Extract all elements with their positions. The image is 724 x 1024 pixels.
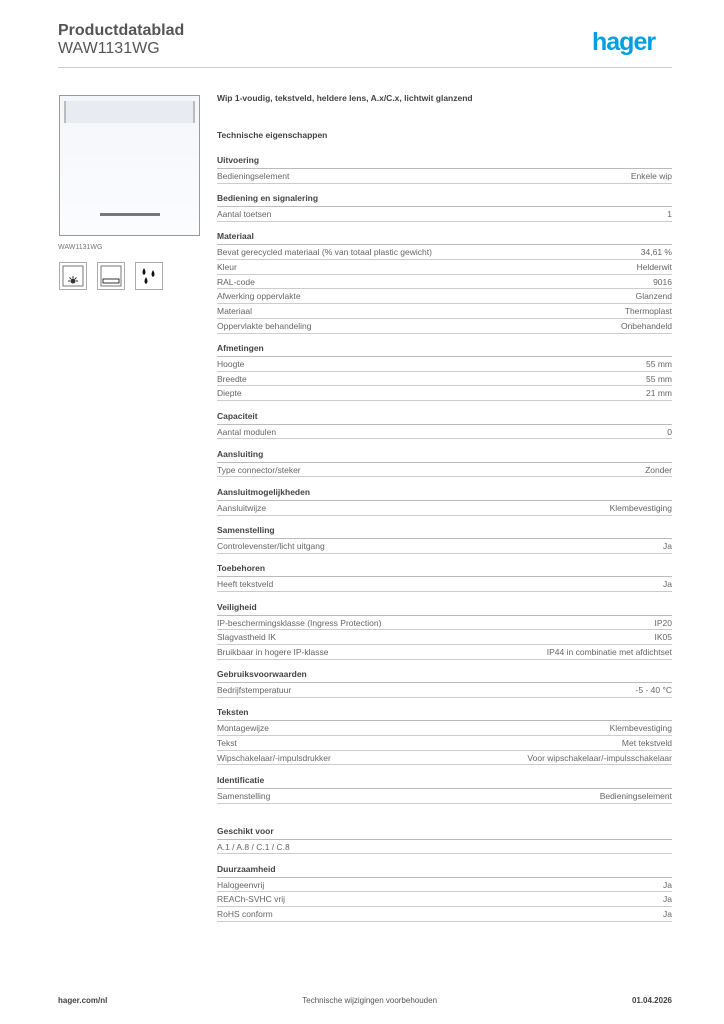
- spec-row: [217, 616, 672, 631]
- spec-row: [217, 721, 672, 736]
- spec-section: [217, 600, 672, 660]
- spec-value: Ja: [663, 541, 672, 552]
- spec-label: Aantal toetsen: [217, 209, 272, 220]
- spec-label: Montagewijze: [217, 723, 269, 734]
- tech-title: Technische eigenschappen: [217, 130, 328, 140]
- spec-section: [217, 667, 672, 698]
- spec-row: [217, 169, 672, 184]
- section-title: Aansluiting: [217, 447, 672, 463]
- section-title: Materiaal: [217, 229, 672, 245]
- spec-section: [217, 523, 672, 554]
- spec-value: 21 mm: [646, 388, 672, 399]
- spec-row: [217, 878, 672, 893]
- spec-row: [217, 463, 672, 478]
- spec-row: [217, 736, 672, 751]
- spec-value: Bedieningselement: [599, 790, 672, 801]
- spec-label: Breedte: [217, 373, 247, 384]
- product-description: Wip 1-voudig, tekstveld, heldere lens, A.x/C.x, lichtwit glanzend: [217, 93, 473, 103]
- spec-label: Materiaal: [217, 306, 252, 317]
- spec-row: [217, 577, 672, 592]
- spec-section: [217, 191, 672, 222]
- spec-label: Wipschakelaar/-impulsdrukker: [217, 752, 331, 763]
- hager-logo: hager: [592, 28, 656, 56]
- section-title: Capaciteit: [217, 409, 672, 425]
- section-title: Toebehoren: [217, 561, 672, 577]
- spec-section: [217, 705, 672, 765]
- spec-row: [217, 207, 672, 222]
- spec-label: Oppervlakte behandeling: [217, 320, 312, 331]
- product-specs: [217, 93, 672, 929]
- spec-section: [217, 153, 672, 184]
- spec-section: [217, 773, 672, 804]
- spec-label: Diepte: [217, 388, 242, 399]
- spec-section: [217, 341, 672, 401]
- spec-value: Enkele wip: [630, 171, 672, 181]
- section-title: Identificatie: [217, 773, 672, 789]
- spec-label: Tekst: [217, 737, 237, 748]
- spec-label: Afwerking oppervlakte: [217, 291, 301, 302]
- spec-label: Type connector/steker: [217, 464, 301, 475]
- spec-section: [217, 447, 672, 478]
- spec-row: [217, 789, 672, 804]
- spec-row: [217, 645, 672, 660]
- spec-label: IP-beschermingsklasse (Ingress Protection): [217, 617, 382, 628]
- section-title: Bediening en signalering: [217, 191, 672, 207]
- spec-section: [217, 561, 672, 592]
- spec-value: Onbehandeld: [620, 320, 672, 331]
- product-image: [59, 95, 200, 236]
- spec-label: REACh-SVHC vrij: [217, 894, 286, 905]
- section-title: Aansluitmogelijkheden: [217, 485, 672, 501]
- spec-value: Met tekstveld: [621, 737, 672, 748]
- spec-row: [217, 683, 672, 698]
- section-title: Samenstelling: [217, 523, 672, 539]
- spec-row: [217, 357, 672, 372]
- section-title: Geschikt voor: [217, 824, 672, 840]
- spec-value: 1: [667, 209, 672, 220]
- spec-label: Bedrijfstemperatuur: [217, 685, 292, 696]
- spec-value: Ja: [663, 894, 672, 905]
- spec-label: Bedieningselement: [217, 171, 290, 181]
- footer: [58, 996, 672, 1005]
- section-title: Afmetingen: [217, 341, 672, 357]
- spec-value: 34,61 %: [640, 247, 672, 258]
- spec-value: IP44 in combinatie met afdichtset: [546, 646, 672, 657]
- spec-section: [217, 824, 672, 855]
- image-caption: WAW1131WG: [58, 244, 103, 251]
- spec-row: [217, 630, 672, 645]
- spec-section: [217, 229, 672, 333]
- footer-website[interactable]: hager.com/nl: [58, 996, 108, 1005]
- spec-value: 55 mm: [646, 373, 672, 384]
- spec-value: IK05: [654, 632, 672, 643]
- spec-value: Klembevestiging: [609, 502, 672, 513]
- spec-row: [217, 304, 672, 319]
- spec-row: [217, 289, 672, 304]
- section-title: Duurzaamheid: [217, 862, 672, 878]
- spec-label: Controlevenster/licht uitgang: [217, 541, 325, 552]
- spec-label: RoHS conform: [217, 909, 273, 920]
- footer-disclaimer: Technische wijzigingen voorbehouden: [302, 996, 438, 1005]
- spec-row: [217, 907, 672, 922]
- spec-value: Ja: [663, 909, 672, 920]
- spec-value: IP20: [654, 617, 672, 628]
- spec-label: Aantal modulen: [217, 426, 277, 437]
- spec-value: Glanzend: [635, 291, 672, 302]
- product-code: WAW1131WG: [58, 40, 160, 57]
- spec-row: [217, 372, 672, 387]
- spec-label: Aansluitwijze: [217, 502, 267, 513]
- spec-value: 55 mm: [646, 359, 672, 369]
- text-field-icon: [97, 262, 125, 290]
- spec-value: Helderwit: [636, 262, 672, 273]
- spec-row: [217, 840, 672, 855]
- spec-value: 0: [667, 426, 672, 437]
- spec-label: Hoogte: [217, 359, 245, 369]
- header-divider: [58, 67, 672, 68]
- section-title: Veiligheid: [217, 600, 672, 616]
- light-lens-icon: [59, 262, 87, 290]
- section-title: Gebruiksvoorwaarden: [217, 667, 672, 683]
- footer-date: 01.04.2026: [631, 996, 672, 1005]
- spec-label: Samenstelling: [217, 790, 271, 801]
- section-title: Teksten: [217, 705, 672, 721]
- water-drops-icon: [135, 262, 163, 290]
- spec-row: [217, 275, 672, 290]
- spec-label: Heeft tekstveld: [217, 579, 274, 590]
- spec-value: Ja: [663, 579, 672, 590]
- spec-row: [217, 319, 672, 334]
- spec-row: [217, 751, 672, 766]
- spec-label: Halogeenvrij: [217, 879, 265, 890]
- spec-label: Slagvastheid IK: [217, 632, 277, 643]
- spec-row: [217, 501, 672, 516]
- spec-value: 9016: [653, 276, 672, 287]
- spec-value: Zonder: [645, 464, 672, 475]
- spec-section: [217, 862, 672, 922]
- spec-label: Kleur: [217, 262, 237, 273]
- spec-row: [217, 245, 672, 260]
- spec-row: [217, 386, 672, 401]
- spec-section: [217, 485, 672, 516]
- spec-value: Klembevestiging: [609, 723, 672, 734]
- spec-value: Ja: [663, 879, 672, 890]
- spec-row: [217, 892, 672, 907]
- spec-value: Thermoplast: [624, 306, 672, 317]
- spec-label: Bruikbaar in hogere IP-klasse: [217, 646, 329, 657]
- spec-section: [217, 409, 672, 440]
- spec-row: [217, 539, 672, 554]
- page-title: Productdatablad: [58, 22, 185, 39]
- spec-label: A.1 / A.8 / C.1 / C.8: [217, 841, 290, 852]
- spec-value: -5 - 40 °C: [635, 685, 672, 696]
- spec-label: RAL-code: [217, 276, 255, 287]
- section-title: Uitvoering: [217, 153, 672, 169]
- spec-label: Bevat gerecycled materiaal (% van totaal plastic gewicht): [217, 247, 432, 258]
- spec-row: [217, 260, 672, 275]
- spec-value: Voor wipschakelaar/-impulsschakelaar: [527, 752, 672, 763]
- spec-row: [217, 425, 672, 440]
